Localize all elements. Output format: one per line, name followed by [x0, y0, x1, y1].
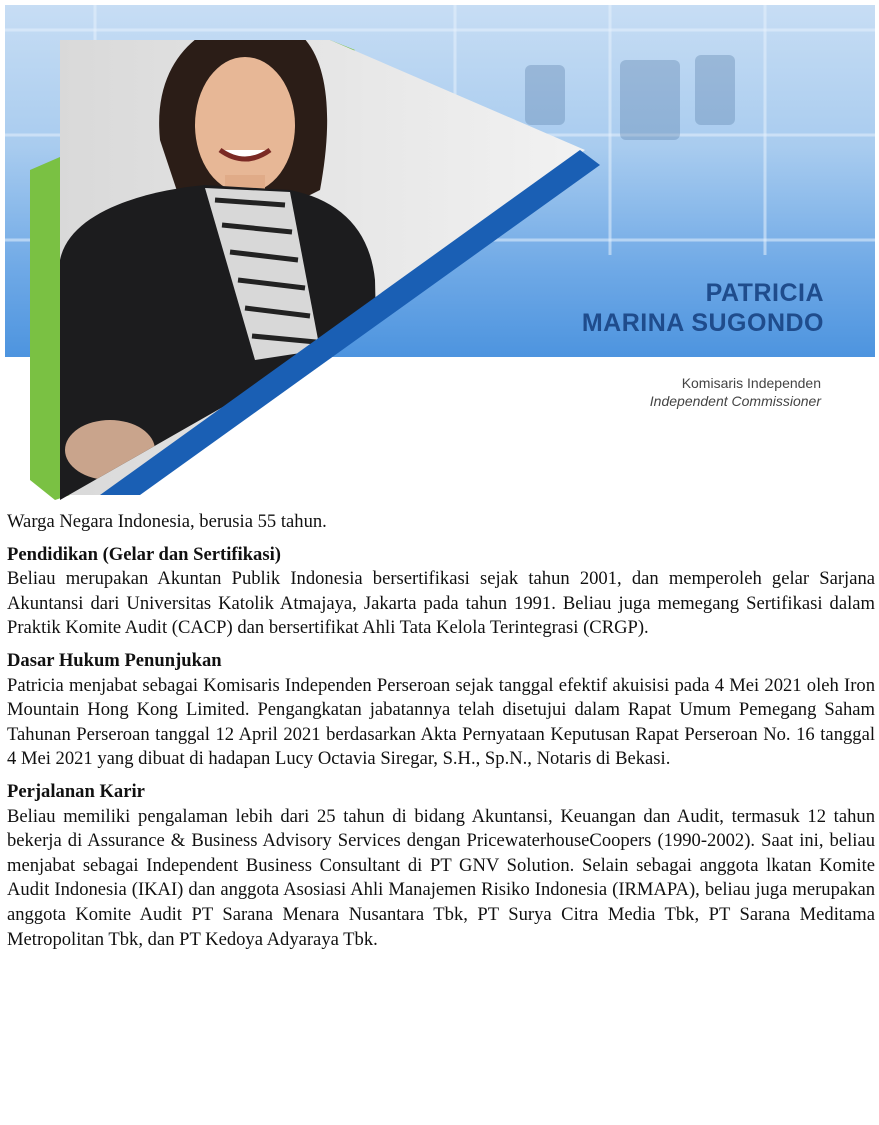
appointment-body: Patricia menjabat sebagai Komisaris Independen Perseroan sejak tanggal efektif akuisisi pada 4 Mei 2021 oleh Iron Mountain Hong Kong Limited. Pengangkatan jabatannya telah disetujui dalam Rapat Umum Pemegang Saham Tahunan Perseroan tanggal 12 April 2021 berdasarkan Akta Pernyataan Keputusan Rapat Perseroan No. 16 tanggal 4 Mei 2021 yang dibuat di hadapan Lucy Octavia Siregar, S.H., Sp.N., Notaris di Bekasi. [7, 674, 875, 770]
name-heading [582, 278, 824, 338]
name-line-second: MARINA SUGONDO [581, 309, 824, 337]
career-section [7, 780, 875, 952]
appointment-section [7, 649, 875, 772]
portrait-graphic [0, 0, 879, 500]
profile-text [7, 510, 875, 960]
education-heading: Pendidikan (Gelar dan Sertifikasi) [7, 543, 281, 565]
education-section [7, 543, 875, 641]
appointment-heading: Dasar Hukum Penunjukan [7, 649, 222, 671]
role-indonesian: Komisaris Independen [681, 375, 821, 391]
role-label [650, 374, 821, 410]
career-heading: Perjalanan Karir [7, 780, 145, 802]
education-body: Beliau merupakan Akuntan Publik Indonesia bersertifikasi sejak tahun 2001, dan memperoleh gelar Sarjana Akuntansi dari Universitas Katolik Atmajaya, Jakarta pada tahun 1991. Beliau juga memegang Sertifikasi dalam Praktik Komite Audit (CACP) dan bersertifikat Ahli Tata Kelola Terintegrasi (CRGP). [7, 568, 875, 639]
profile-banner [0, 0, 879, 500]
name-line-first: PATRICIA [705, 279, 824, 307]
career-body: Beliau memiliki pengalaman lebih dari 25 tahun di bidang Akuntansi, Keuangan dan Audit, termasuk 12 tahun bekerja di Assurance & Business Advisory Services dengan PricewaterhouseCoopers (1990-2002). Saat ini, beliau menjabat sebagai Independent Business Consultant di PT GNV Solution. Selain sebagai anggota lkatan Komite Audit Indonesia (IKAI) dan anggota Asosiasi Ahli Manajemen Risiko Indonesia (IRMAPA), beliau juga merupakan anggota Komite Audit PT Sarana Menara Nusantara Tbk, PT Surya Citra Media Tbk, PT Sarana Meditama Metropolitan Tbk, dan PT Kedoya Adyaraya Tbk. [7, 805, 875, 950]
role-english: Independent Commissioner [649, 393, 821, 409]
citizenship-text: Warga Negara Indonesia, berusia 55 tahun. [7, 511, 327, 532]
